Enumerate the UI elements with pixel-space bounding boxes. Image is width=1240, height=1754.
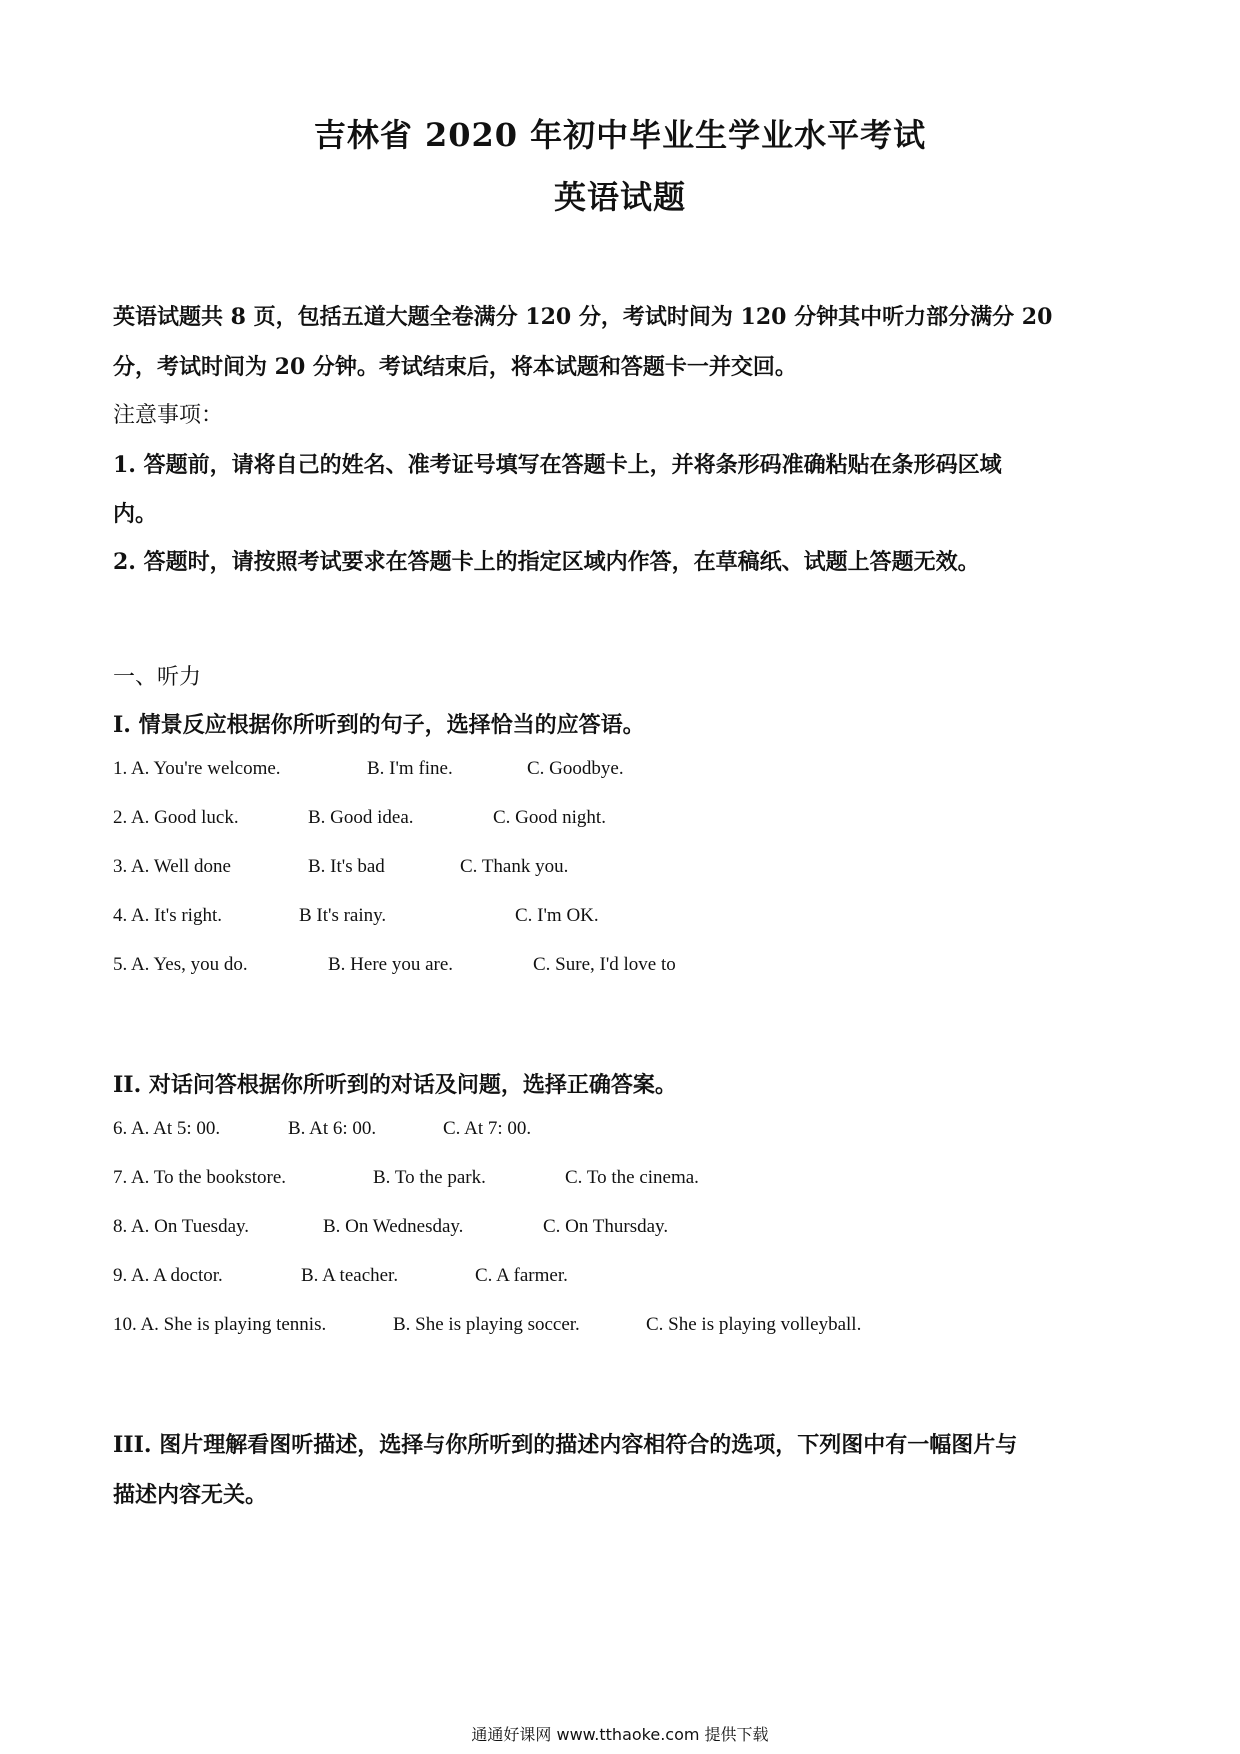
note-1-line-2: 内。	[113, 501, 158, 527]
part-2-heading: II. 对话问答根据你所听到的对话及问题，选择正确答案。	[113, 1072, 677, 1098]
option-c: C. Sure, I'd love to	[533, 954, 676, 975]
page-subtitle: 英语试题	[553, 178, 686, 216]
option-c: C. Goodbye.	[527, 758, 624, 779]
part-1-heading: I. 情景反应根据你所听到的句子，选择恰当的应答语。	[113, 712, 645, 738]
option-c: C. On Thursday.	[543, 1216, 669, 1237]
option-a: 3. A. Well done	[113, 856, 231, 877]
option-a: 9. A. A doctor.	[113, 1265, 223, 1286]
notes-heading: 注意事项：	[113, 403, 224, 428]
page-title: 吉林省 2020 年初中毕业生学业水平考试	[313, 116, 927, 154]
option-c: C. She is playing volleyball.	[646, 1314, 862, 1335]
option-c: C. A farmer.	[475, 1265, 568, 1286]
part-3-heading-line-2: 描述内容无关。	[113, 1482, 268, 1508]
option-a: 8. A. On Tuesday.	[113, 1216, 250, 1237]
option-b: B. It's bad	[308, 856, 385, 877]
page-footer: 通通好课网 www.tthaoke.com 提供下载	[471, 1725, 769, 1744]
option-b: B. To the park.	[373, 1167, 486, 1188]
option-a: 4. A. It's right.	[113, 905, 222, 926]
option-a: 5. A. Yes, you do.	[113, 954, 248, 975]
intro-line-1: 英语试题共 8 页，包括五道大题全卷满分 120 分，考试时间为 120 分钟其中听力部分满分 20	[113, 304, 1053, 330]
option-c: C. Thank you.	[460, 856, 569, 877]
option-b: B. A teacher.	[301, 1265, 399, 1286]
option-c: C. I'm OK.	[515, 905, 599, 926]
option-c: C. Good night.	[493, 807, 606, 828]
option-a: 6. A. At 5: 00.	[113, 1118, 221, 1139]
option-b: B. At 6: 00.	[288, 1118, 377, 1139]
note-1-line-1: 1. 答题前，请将自己的姓名、准考证号填写在答题卡上，并将条形码准确粘贴在条形码区域	[113, 452, 1002, 478]
option-a: 2. A. Good luck.	[113, 807, 239, 828]
option-c: C. To the cinema.	[565, 1167, 699, 1188]
option-b: B. Good idea.	[308, 807, 414, 828]
option-c: C. At 7: 00.	[443, 1118, 532, 1139]
note-2: 2. 答题时，请按照考试要求在答题卡上的指定区域内作答，在草稿纸、试题上答题无效。	[113, 549, 980, 575]
option-b: B. She is playing soccer.	[393, 1314, 580, 1335]
part-3-heading-line-1: III. 图片理解看图听描述，选择与你所听到的描述内容相符合的选项，下列图中有一幅图片与	[113, 1432, 1018, 1458]
option-b: B It's rainy.	[299, 905, 387, 926]
option-b: B. I'm fine.	[367, 758, 453, 779]
option-b: B. On Wednesday.	[323, 1216, 464, 1237]
option-a: 7. A. To the bookstore.	[113, 1167, 287, 1188]
intro-line-2: 分，考试时间为 20 分钟。考试结束后，将本试题和答题卡一并交回。	[113, 354, 797, 380]
section-title-listening: 一、听力	[113, 665, 202, 690]
option-a: 10. A. She is playing tennis.	[113, 1314, 327, 1335]
option-b: B. Here you are.	[328, 954, 454, 975]
option-a: 1. A. You're welcome.	[113, 758, 281, 779]
